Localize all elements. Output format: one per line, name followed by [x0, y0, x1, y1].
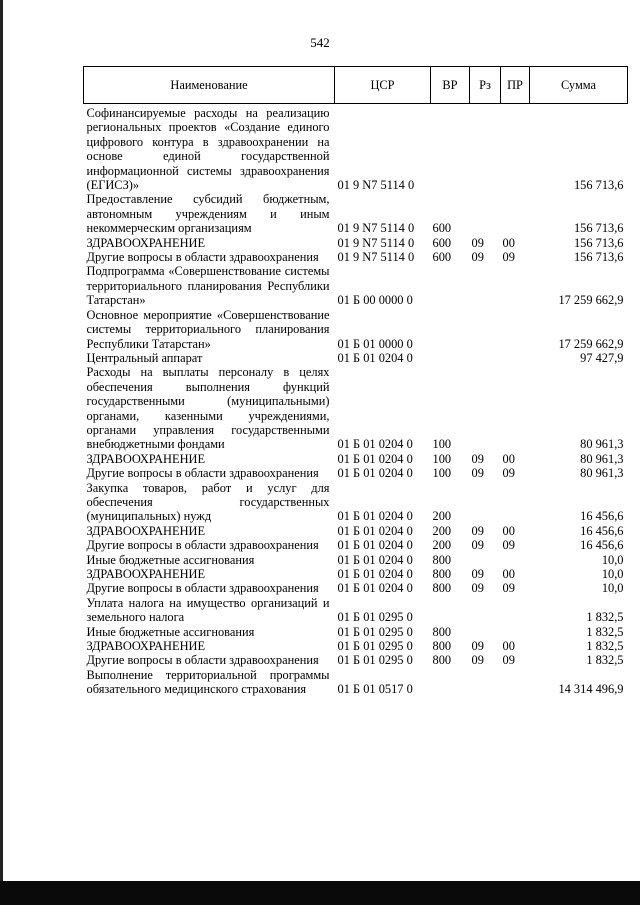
- row-rz-cell: [470, 264, 501, 307]
- row-csr-cell: 01 Б 01 0204 0: [337, 567, 413, 581]
- row-pr-cell: [501, 308, 530, 351]
- row-vr-cell: 200: [432, 538, 452, 553]
- row-csr-cell: 01 9 N7 5114 0: [337, 235, 415, 250]
- row-name-cell: ЗДРАВООХРАНЕНИЕ: [86, 235, 206, 250]
- row-vr-cell: [431, 596, 470, 625]
- table-row: [84, 308, 628, 351]
- row-name-cell: ЗДРАВООХРАНЕНИЕ: [86, 639, 206, 654]
- row-vr-cell: 600: [432, 235, 452, 250]
- row-sum-cell: 156 713,6: [573, 250, 624, 265]
- row-vr-cell: 200: [432, 509, 452, 524]
- row-csr-cell: 01 Б 01 0295 0: [337, 610, 413, 625]
- row-name-cell: Расходы на выплаты персоналу в целях обеспечения выполнения функций государственными (муниципальными) органами, казенными учреждениями, органами управления государственными внебюджетными фондами: [86, 365, 330, 452]
- row-pr-cell: 00: [502, 235, 515, 250]
- row-vr-cell: 800: [432, 552, 452, 567]
- row-vr-cell: 100: [432, 437, 452, 452]
- row-pr-cell: [501, 596, 530, 625]
- row-name-cell: Иные бюджетные ассигнования: [86, 624, 255, 639]
- row-rz-cell: 09: [471, 639, 484, 654]
- row-name-cell: Софинансируемые расходы на реализацию региональных проектов «Создание единого цифрового контура в здравоохранении на основе единой государственной информационной системы здравоохранения (ЕГИСЗ)»: [86, 106, 330, 193]
- row-pr-cell: [501, 625, 530, 639]
- row-pr-cell: 09: [502, 581, 515, 596]
- row-name-cell: Уплата налога на имущество организаций и земельного налога: [86, 595, 330, 625]
- row-csr-cell: 01 9 N7 5114 0: [337, 178, 415, 193]
- row-sum-cell: 17 259 662,9: [558, 336, 624, 351]
- row-csr-cell: 01 Б 01 0204 0: [337, 451, 413, 466]
- row-name-cell: Другие вопросы в области здравоохранения: [86, 653, 319, 668]
- table-row: [84, 553, 628, 567]
- row-name-cell: Иные бюджетные ассигнования: [86, 552, 255, 567]
- row-rz-cell: 09: [471, 653, 484, 668]
- table-row: [84, 365, 628, 451]
- table-row: [84, 581, 628, 595]
- row-pr-cell: [501, 481, 530, 524]
- row-pr-cell: [501, 365, 530, 451]
- row-csr-cell: 01 Б 01 0000 0: [337, 336, 413, 351]
- row-csr-cell: 01 Б 01 0204 0: [337, 581, 413, 596]
- row-vr-cell: 100: [432, 451, 452, 466]
- row-rz-cell: [470, 596, 501, 625]
- row-name-cell: Другие вопросы в области здравоохранения: [86, 466, 319, 481]
- row-pr-cell: [501, 104, 530, 193]
- header-pr: ПР: [501, 67, 530, 104]
- row-csr-cell: 01 Б 01 0204 0: [337, 538, 413, 553]
- row-pr-cell: 00: [502, 639, 515, 654]
- row-vr-cell: 600: [432, 250, 452, 265]
- table-row: [84, 104, 628, 193]
- row-vr-cell: 100: [432, 466, 452, 481]
- table-row: [84, 538, 628, 552]
- row-pr-cell: [501, 668, 530, 697]
- row-pr-cell: 09: [502, 653, 515, 668]
- row-rz-cell: 09: [471, 451, 484, 466]
- row-csr-cell: 01 9 N7 5114 0: [337, 221, 415, 236]
- row-rz-cell: [470, 553, 501, 567]
- row-csr-cell: 01 Б 01 0204 0: [337, 552, 413, 567]
- header-csr: ЦСР: [335, 67, 431, 104]
- row-pr-cell: 00: [502, 451, 515, 466]
- table-row: [84, 639, 628, 653]
- row-pr-cell: [501, 192, 530, 235]
- row-sum-cell: 1 832,5: [586, 610, 624, 625]
- row-rz-cell: [470, 104, 501, 193]
- row-pr-cell: 00: [502, 523, 515, 538]
- row-vr-cell: 800: [432, 624, 452, 639]
- table-row: [84, 452, 628, 466]
- row-sum-cell: 14 314 496,9: [558, 682, 624, 697]
- row-vr-cell: [431, 264, 470, 307]
- row-sum-cell: 10,0: [601, 552, 624, 567]
- row-sum-cell: 80 961,3: [580, 437, 624, 452]
- row-vr-cell: 800: [432, 639, 452, 654]
- row-sum-cell: 16 456,6: [580, 523, 624, 538]
- row-sum-cell: 16 456,6: [580, 509, 624, 524]
- header-sum: Сумма: [530, 67, 628, 104]
- row-vr-cell: 800: [432, 567, 452, 581]
- row-sum-cell: 1 832,5: [586, 653, 624, 668]
- row-csr-cell: 01 Б 01 0204 0: [337, 466, 413, 481]
- row-csr-cell: 01 Б 00 0000 0: [337, 293, 413, 308]
- row-name-cell: Закупка товаров, работ и услуг для обеспечения государственных (муниципальных) нужд: [86, 480, 330, 524]
- row-csr-cell: 01 Б 01 0295 0: [337, 653, 413, 668]
- header-name: Наименование: [84, 67, 335, 104]
- row-name-cell: Другие вопросы в области здравоохранения: [86, 538, 319, 553]
- row-sum-cell: 80 961,3: [580, 451, 624, 466]
- row-csr-cell: 01 Б 01 0295 0: [337, 624, 413, 639]
- page-number: 542: [310, 35, 330, 50]
- row-csr-cell: 01 Б 01 0204 0: [337, 350, 413, 365]
- row-rz-cell: [470, 192, 501, 235]
- row-rz-cell: 09: [471, 235, 484, 250]
- row-rz-cell: 09: [471, 523, 484, 538]
- row-rz-cell: 09: [471, 567, 484, 581]
- table-row: [84, 481, 628, 524]
- row-pr-cell: 09: [502, 250, 515, 265]
- table-row: [84, 250, 628, 264]
- row-csr-cell: 01 Б 01 0204 0: [337, 509, 413, 524]
- row-rz-cell: 09: [471, 466, 484, 481]
- row-name-cell: Выполнение территориальной программы обязательного медицинского страхования: [86, 667, 330, 697]
- row-sum-cell: 156 713,6: [573, 235, 624, 250]
- table-row: [84, 351, 628, 365]
- row-rz-cell: 09: [471, 250, 484, 265]
- table-header: [84, 67, 628, 104]
- row-vr-cell: [431, 668, 470, 697]
- table-body: [84, 104, 628, 697]
- table-row: [84, 668, 628, 697]
- table-row: [84, 192, 628, 235]
- table-row: [84, 596, 628, 625]
- row-name-cell: Предоставление субсидий бюджетным, автономным учреждениям и иным некоммерческим организациям: [86, 192, 330, 236]
- row-vr-cell: [431, 104, 470, 193]
- table-row: [84, 466, 628, 480]
- header-row: [84, 67, 628, 104]
- row-rz-cell: 09: [471, 581, 484, 596]
- row-vr-cell: 800: [432, 581, 452, 596]
- row-sum-cell: 10,0: [601, 567, 624, 581]
- table-row: [84, 653, 628, 667]
- row-vr-cell: [431, 351, 470, 365]
- row-sum-cell: 156 713,6: [573, 221, 624, 236]
- row-rz-cell: [470, 351, 501, 365]
- row-name-cell: Другие вопросы в области здравоохранения: [86, 250, 319, 265]
- row-sum-cell: 1 832,5: [586, 624, 624, 639]
- row-pr-cell: 09: [502, 466, 515, 481]
- row-name-cell: Подпрограмма «Совершенствование системы территориального планирования Республики Татарстан»: [86, 264, 330, 308]
- table-row: [84, 524, 628, 538]
- header-rz: Рз: [470, 67, 501, 104]
- row-rz-cell: [470, 668, 501, 697]
- table-row: [84, 264, 628, 307]
- row-pr-cell: [501, 351, 530, 365]
- row-rz-cell: [470, 481, 501, 524]
- row-csr-cell: 01 Б 01 0295 0: [337, 639, 413, 654]
- row-name-cell: ЗДРАВООХРАНЕНИЕ: [86, 567, 206, 581]
- row-vr-cell: 200: [432, 523, 452, 538]
- table-row: [84, 236, 628, 250]
- row-name-cell: Центральный аппарат: [86, 350, 203, 365]
- row-rz-cell: [470, 365, 501, 451]
- row-sum-cell: 16 456,6: [580, 538, 624, 553]
- row-vr-cell: [431, 308, 470, 351]
- row-name-cell: ЗДРАВООХРАНЕНИЕ: [86, 523, 206, 538]
- row-sum-cell: 97 427,9: [580, 350, 624, 365]
- row-rz-cell: [470, 308, 501, 351]
- table-row: [84, 567, 628, 581]
- row-rz-cell: [470, 625, 501, 639]
- row-pr-cell: [501, 264, 530, 307]
- row-pr-cell: [501, 553, 530, 567]
- row-sum-cell: 156 713,6: [573, 178, 624, 193]
- row-pr-cell: 00: [502, 567, 515, 581]
- row-csr-cell: 01 9 N7 5114 0: [337, 250, 415, 265]
- row-csr-cell: 01 Б 01 0204 0: [337, 523, 413, 538]
- row-vr-cell: 600: [432, 221, 452, 236]
- row-sum-cell: 10,0: [601, 581, 624, 596]
- row-sum-cell: 1 832,5: [586, 639, 624, 654]
- row-name-cell: Основное мероприятие «Совершенствование системы территориального планирования Республики Татарстан»: [86, 307, 330, 351]
- row-sum-cell: 80 961,3: [580, 466, 624, 481]
- scan-footer-band: [0, 881, 640, 905]
- header-vr: ВР: [431, 67, 470, 104]
- row-csr-cell: 01 Б 01 0517 0: [337, 682, 413, 697]
- row-sum-cell: 17 259 662,9: [558, 293, 624, 308]
- row-csr-cell: 01 Б 01 0204 0: [337, 437, 413, 452]
- row-name-cell: ЗДРАВООХРАНЕНИЕ: [86, 451, 206, 466]
- row-name-cell: Другие вопросы в области здравоохранения: [86, 581, 319, 596]
- budget-table: [83, 66, 628, 697]
- row-pr-cell: 09: [502, 538, 515, 553]
- table-row: [84, 625, 628, 639]
- row-rz-cell: 09: [471, 538, 484, 553]
- scan-left-edge: [0, 0, 3, 881]
- row-vr-cell: 800: [432, 653, 452, 668]
